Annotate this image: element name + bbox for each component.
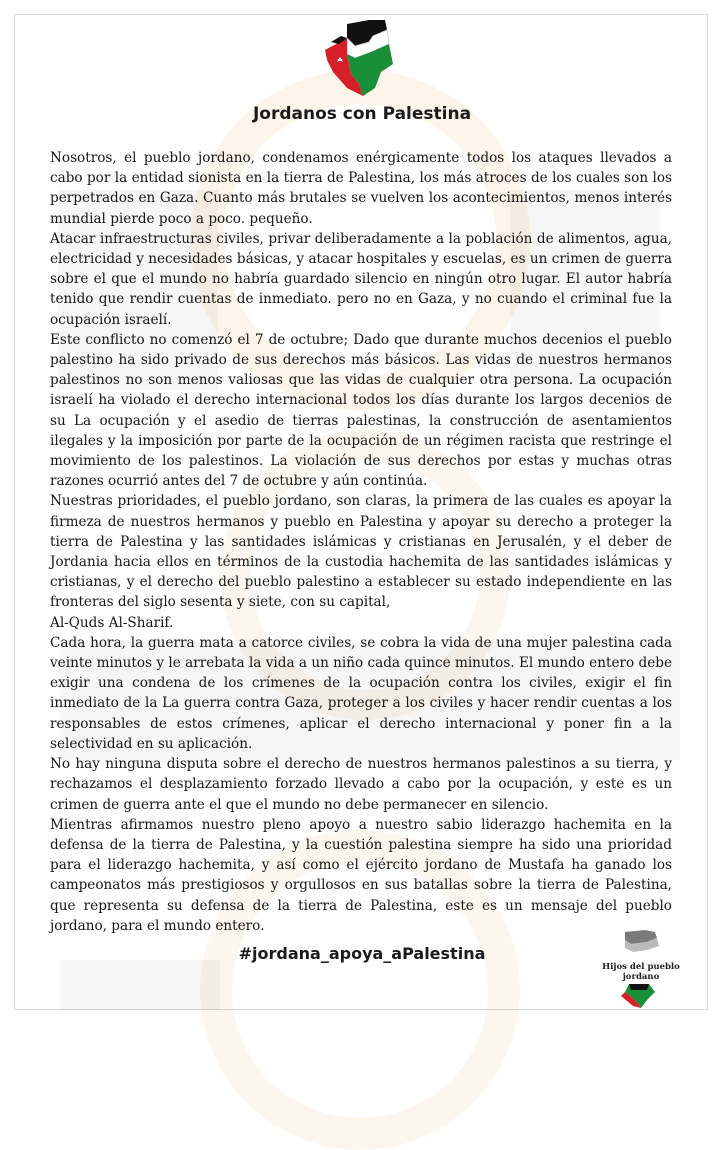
signature-text: Hijos del pueblo jordano xyxy=(602,962,680,982)
page-title: Jordanos con Palestina xyxy=(252,104,472,124)
header xyxy=(0,14,724,104)
paragraph: Este conflicto no comenzó el 7 de octubre; Dado que durante muchos decenios el pueblo palestino ha sido privado de sus derechos más básicos. Las vidas de nuestros hermanos palestinos no son menos valiosas que las vidas de cualquier otra persona. La ocupación israelí ha violado el derecho internacional todos los días durante los largos decenios de su La ocupación y el asedio de tierras palestinas, la construcción de asentamientos ilegales y la imposición por parte de la ocupación de un régimen racista que restringe el movimiento de los palestinos. La violación de sus derechos por estas y muchas otras razones ocurrió antes del 7 de octubre y aún continúa. xyxy=(50,331,672,490)
paragraph: No hay ninguna disputa sobre el derecho de nuestros hermanos palestinos a su tierra, y rechazamos el desplazamiento forzado llevado a cabo por la ocupación, y este es un crimen de guerra ante el que el mundo no debe permanecer en silencio. xyxy=(50,756,672,813)
paragraph: Atacar infraestructuras civiles, privar deliberadamente a la población de alimentos, agua, electricidad y necesidades básicas, y atacar hospitales y escuelas, es un crimen de guerra sobre el que el mundo no habría guardado silencio en ningún otro lugar. El autor habría tenido que rendir cuentas de inmediato. pero no en Gaza, y no cuando el criminal fue la ocupación israelí. xyxy=(50,230,672,328)
paragraph: Nuestras prioridades, el pueblo jordano, son claras, la primera de las cuales es apoyar la firmeza de nuestros hermanos y pueblo en Palestina y apoyar su derecho a proteger la tierra de Palestina y las santidades islámicas y cristianas en Jerusalén, y el deber de Jordania hacia ellos en términos de la custodia hachemita de las santidades islámicas y cristianas, y el derecho del pueblo palestino a establecer su estado independiente en las fronteras del siglo sesenta y siete, con su capital, xyxy=(50,493,672,611)
paragraph: Nosotros, el pueblo jordano, condenamos enérgicamente todos los ataques llevados a cabo por la entidad sionista en la tierra de Palestina, los más atroces de los cuales son los perpetrados en Gaza. Cuanto más brutales se vuelven los acontecimientos, menos interés mundial pierde poco a poco. pequeño. xyxy=(50,150,672,227)
signature-block xyxy=(586,928,696,1010)
hashtag: #jordana_apoya_aPalestina xyxy=(238,944,486,963)
paragraph: Mientras afirmamos nuestro pleno apoyo a nuestro sabio liderazgo hachemita en la defensa de la tierra de Palestina, y la cuestión palestina siempre ha sido una prioridad para el liderazgo hachemita, y así como el ejército jordano de Mustafa ha ganado los campeonatos más prestigiosos y orgullosos en sus batallas sobre la tierra de Palestina, que representa su defensa de la tierra de Palestina, este es un mensaje del pueblo jordano, para el mundo entero. xyxy=(50,816,672,934)
jordan-map-flag-icon xyxy=(611,982,671,1010)
paragraph: Al-Quds Al-Sharif. xyxy=(50,614,174,631)
jordan-map-flag-icon xyxy=(611,928,671,960)
paragraph: Cada hora, la guerra mata a catorce civiles, se cobra la vida de una mujer palestina cada veinte minutos y le arrebata la vida a un niño cada quince minutos. El mundo entero debe exigir una condena de los crímenes de la ocupación contra los civiles, exigir el fin inmediato de la La guerra contra Gaza, proteger a los civiles y hacer rendir cuentas a los responsables de estos crímenes, aplicar el derecho internacional y poner fin a la selectividad en su aplicación. xyxy=(50,634,672,752)
watermark-shape xyxy=(60,960,220,1010)
body-text xyxy=(50,148,672,936)
jordan-palestine-map-icon xyxy=(317,14,407,104)
